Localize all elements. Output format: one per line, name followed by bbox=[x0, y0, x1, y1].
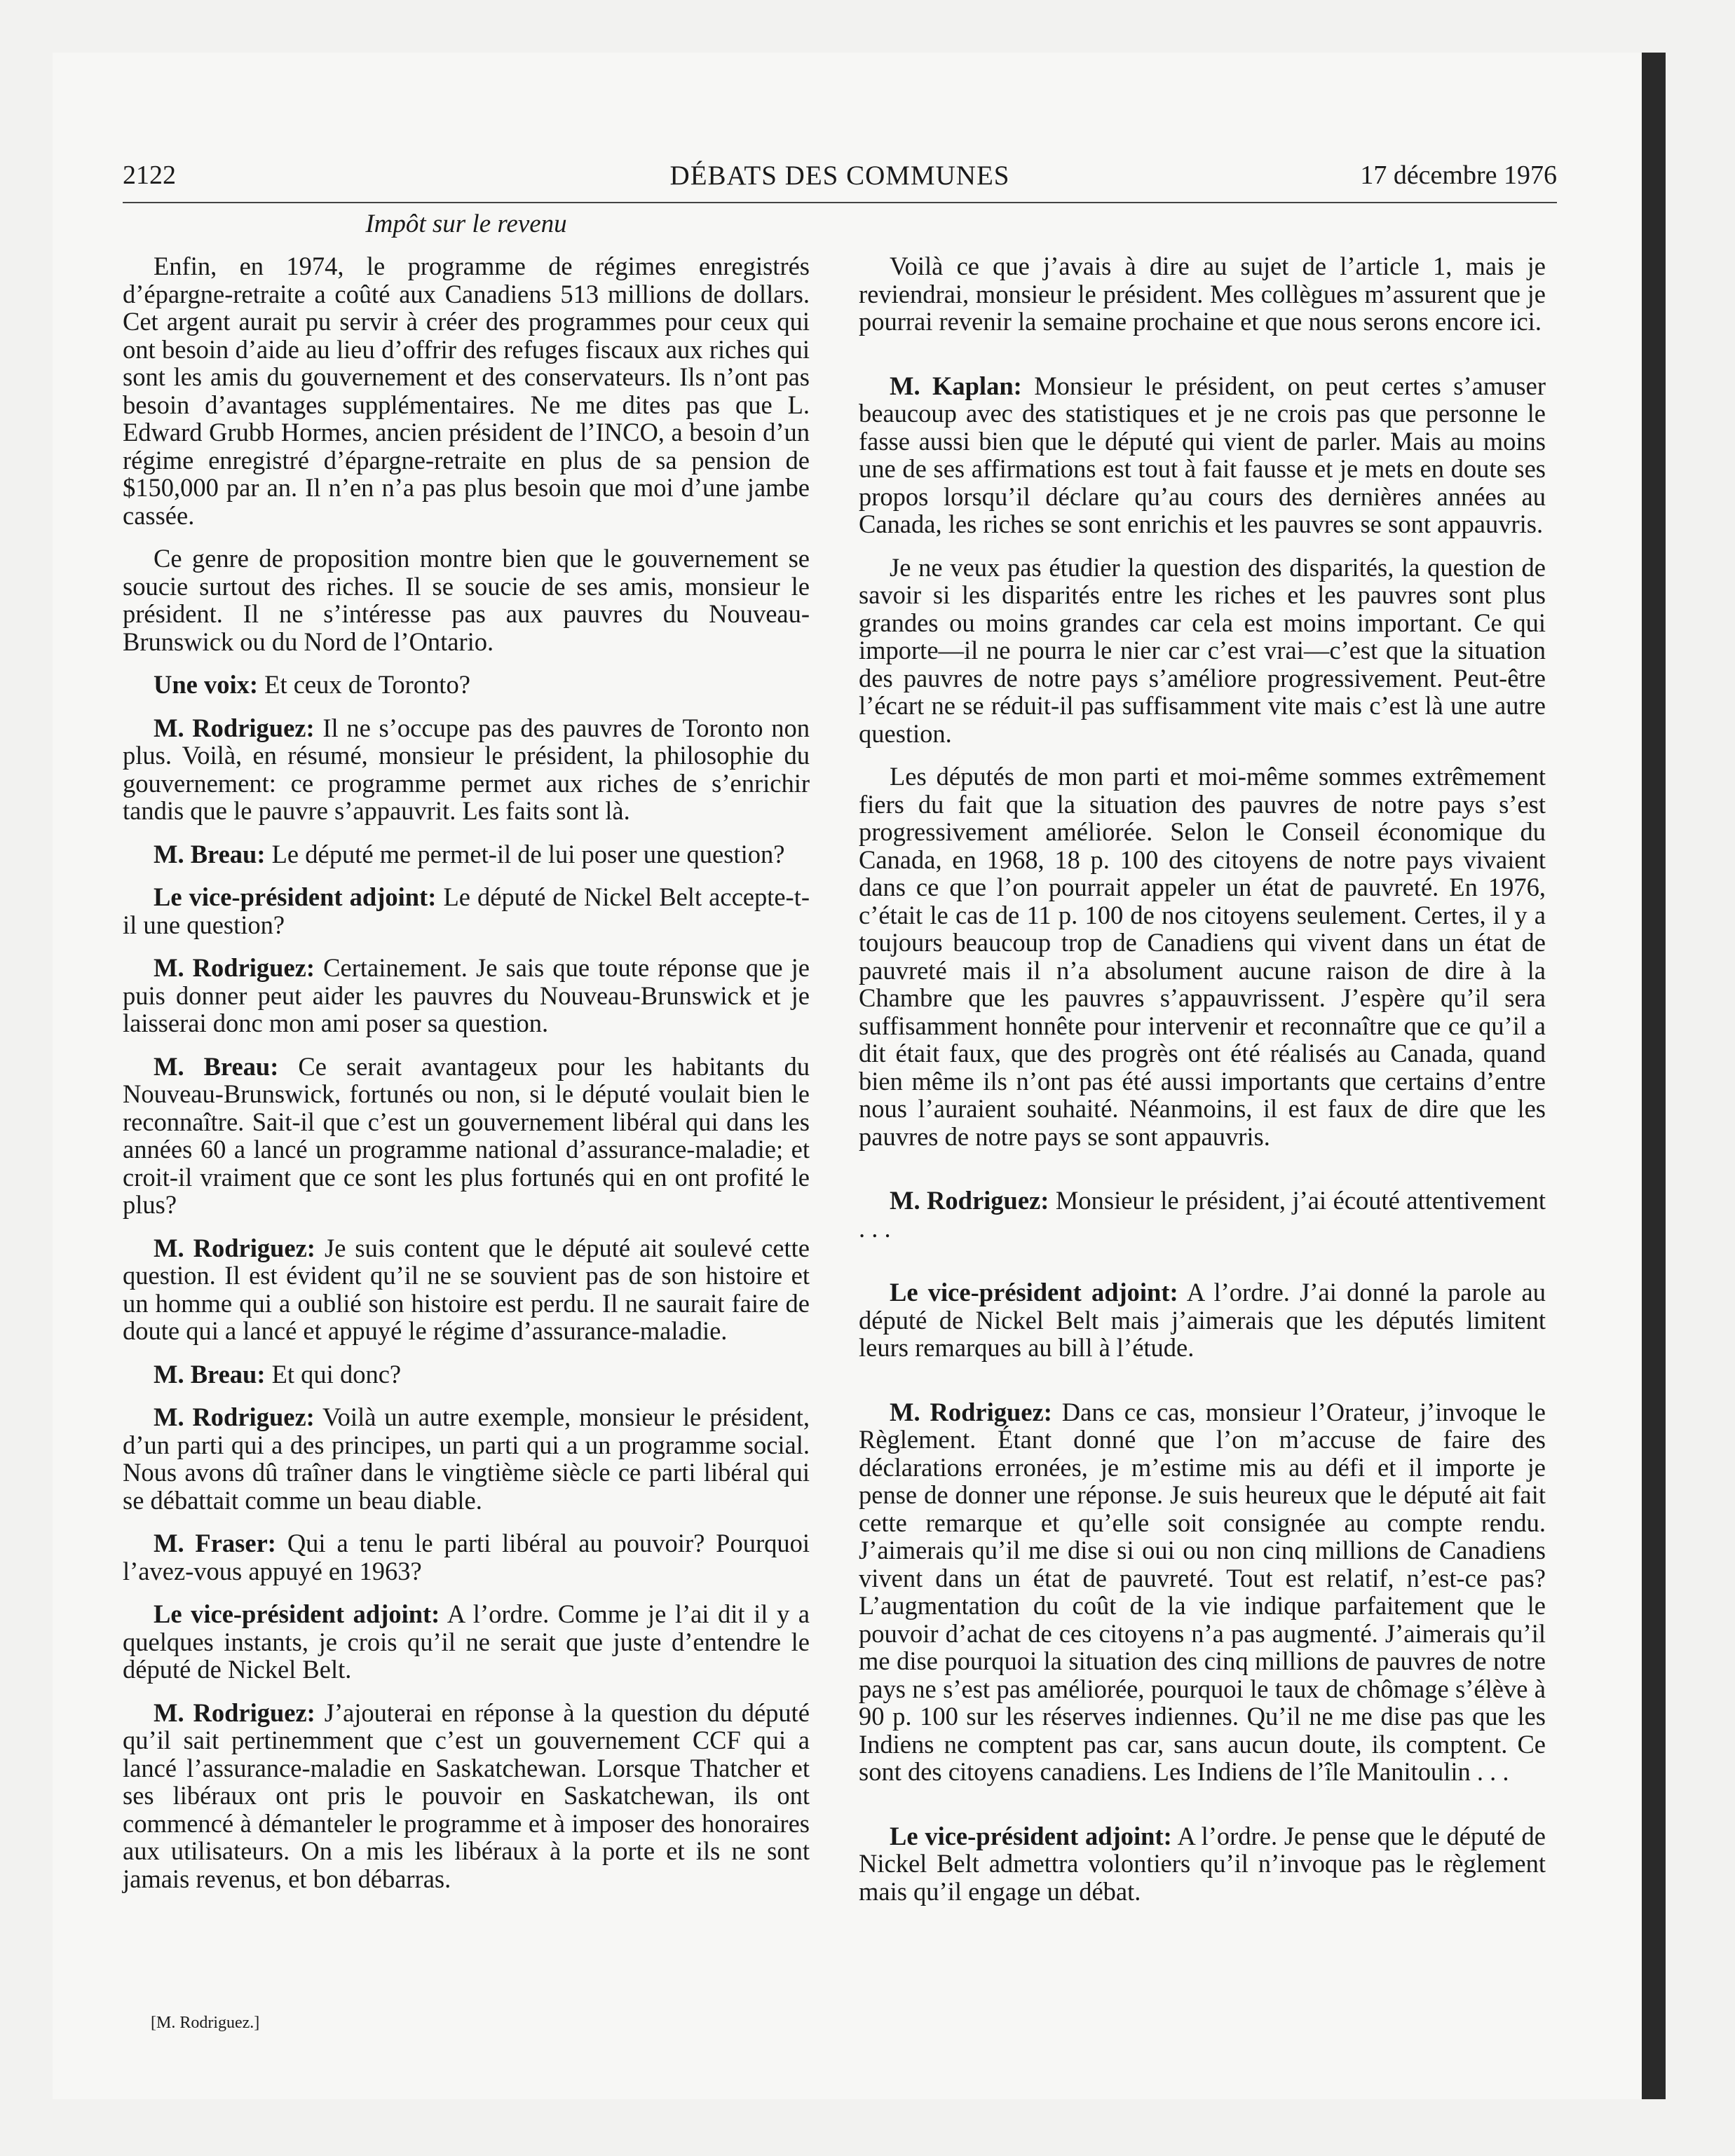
speaker-name: M. Rodriguez: bbox=[154, 953, 315, 982]
paragraph bbox=[123, 545, 810, 655]
paragraph-text: Certainement. Je sais que toute réponse que je puis donner peut aider les pauvres du Nouveau-Brunswick et je laisserai donc mon ami poser sa question. bbox=[123, 953, 810, 1037]
paragraph bbox=[859, 1398, 1546, 1786]
paragraph bbox=[859, 763, 1546, 1150]
speaker-name: M. Breau: bbox=[154, 1359, 266, 1389]
footer-note: [M. Rodriguez.] bbox=[151, 2014, 260, 2032]
paragraph bbox=[123, 1699, 810, 1893]
page-date: 17 décembre 1976 bbox=[1360, 161, 1557, 190]
paragraph bbox=[859, 554, 1546, 748]
paragraph-text: Qui a tenu le parti libéral au pouvoir? Pourquoi l’avez-vous appuyé en 1963? bbox=[123, 1529, 810, 1585]
paragraph-text: Ce serait avantageux pour les habitants du Nouveau-Brunswick, fortunés ou non, si le député voulait bien le reconnaître. Sait-il que c’est un gouvernement libéral qui dans les années 60 a lancé un programme national d’assurance-maladie; et croit-il vraiment que ce sont les plus fortunés qui en ont profité le plus? bbox=[123, 1051, 810, 1219]
paragraph bbox=[123, 714, 810, 825]
paragraph-text: Monsieur le président, on peut certes s’amuser beaucoup avec des statistiques et je ne crois pas que personne le fasse aussi bien que le député qui vient de parler. Mais au moins une de ses affirmations est tout à fait fausse et je mets en doute ses propos lorsqu’il déclare qu’au cours des dernières années au Canada, les riches se sont enrichis et les pauvres se sont appauvris. bbox=[859, 371, 1546, 538]
paragraph bbox=[859, 372, 1546, 538]
paragraph-text: Voilà ce que j’avais à dire au sujet de l’article 1, mais je reviendrai, monsieur le président. Mes collègues m’assurent que je pourrai revenir la semaine prochaine et que nous serons encore ici. bbox=[859, 252, 1546, 336]
paragraph bbox=[123, 252, 810, 529]
paragraph-text: Enfin, en 1974, le programme de régimes enregistrés d’épargne-retraite a coûté aux Canadiens 513 millions de dollars. Cet argent aurait pu servir à créer des programmes pour ceux qui ont besoin d’aide au lieu d’offrir des refuges fiscaux aux riches qui sont les amis du gouvernement et des conservateurs. Ils n’ont pas besoin d’avantages supplémentaires. Ne me dites pas que L. Edward Grubb Hormes, ancien président de l’INCO, a besoin d’un régime enregistré d’épargne-retraite en plus de sa pension de $150,000 par an. Il n’en n’a pas plus besoin que moi d’une jambe cassée. bbox=[123, 252, 810, 530]
speaker-name: M. Fraser: bbox=[154, 1529, 276, 1557]
speaker-name: M. Breau: bbox=[154, 1051, 279, 1081]
paragraph bbox=[123, 1360, 810, 1389]
speaker-name: M. Rodriguez: bbox=[890, 1397, 1052, 1426]
paragraph-text: Je suis content que le député ait soulevé cette question. Il est évident qu’il ne se souvient pas de son histoire et un homme qui a oublié son histoire est perdu. Il ne saurait faire de doute qui a lancé et appuyé le régime d’assurance-maladie. bbox=[123, 1233, 810, 1345]
paragraph-text: A l’ordre. J’ai donné la parole au député de Nickel Belt mais j’aimerais que les députés limitent leurs remarques au bill à l’étude. bbox=[859, 1278, 1546, 1362]
section-title: Impôt sur le revenu bbox=[365, 210, 567, 238]
speaker-name: Le vice-président adjoint: bbox=[890, 1821, 1172, 1850]
speaker-name: M. Rodriguez: bbox=[154, 1698, 315, 1727]
page-header bbox=[123, 160, 1557, 203]
paragraph bbox=[859, 1822, 1546, 1906]
speaker-name: M. Rodriguez: bbox=[154, 1403, 315, 1431]
paragraph-text: Et qui donc? bbox=[271, 1359, 402, 1389]
paragraph bbox=[123, 1234, 810, 1345]
paragraph-text: Et ceux de Toronto? bbox=[264, 670, 470, 699]
left-column bbox=[123, 209, 810, 1908]
paragraph bbox=[123, 1403, 810, 1514]
paragraph bbox=[859, 1187, 1546, 1242]
speaker-name: Une voix: bbox=[154, 670, 259, 699]
paragraph bbox=[123, 954, 810, 1037]
page-title: DÉBATS DES COMMUNES bbox=[669, 161, 1010, 191]
paragraph-text: Voilà un autre exemple, monsieur le président, d’un parti qui a des principes, un parti qui a un programme social. Nous avons dû traîner dans le vingtième siècle ce parti libéral qui se débattait comme un beau diable. bbox=[123, 1403, 810, 1515]
speaker-name: Le vice-président adjoint: bbox=[154, 882, 437, 911]
paragraph-text: Monsieur le président, j’ai écouté attentivement . . . bbox=[859, 1186, 1546, 1243]
paragraph-text: Dans ce cas, monsieur l’Orateur, j’invoque le Règlement. Étant donné que l’on m’accuse de faire des déclarations erronées, je m’estime mis au défi et il importe je pense de donner une réponse. Je suis heureux que le député ait fait cette remarque et qu’elle soit consignée au compte rendu. J’aimerais qu’il me dise si oui ou non cinq millions de Canadiens vivent dans un état de pauvreté. Tout est relatif, n’est-ce pas? L’augmentation du coût de la vie indique parfaitement que le pouvoir d’achat de ces citoyens n’a pas augmenté. J’aimerais qu’il me dise pourquoi la situation des cinq millions de pauvres de notre pays ne s’est pas améliorée, pourquoi le taux de chômage s’élève à 90 p. 100 sur les réserves indiennes. Qu’il ne me dise pas que les Indiens ne comptent pas car, sans aucun doute, ils comptent. Ce sont des citoyens canadiens. Les Indiens de l’île Manitoulin . . . bbox=[859, 1397, 1546, 1786]
speaker-name: M. Rodriguez: bbox=[154, 1233, 315, 1262]
paragraph-text: A l’ordre. Je pense que le député de Nickel Belt admettra volontiers qu’il n’invoque pas le règlement mais qu’il engage un débat. bbox=[859, 1821, 1546, 1906]
paragraph bbox=[123, 1053, 810, 1219]
scan-edge bbox=[1642, 53, 1666, 2099]
paragraph bbox=[123, 1600, 810, 1684]
paragraph-text: Le député de Nickel Belt accepte-t-il une question? bbox=[123, 882, 810, 939]
paragraph bbox=[123, 1529, 810, 1585]
speaker-name: M. Kaplan: bbox=[890, 371, 1022, 400]
speaker-name: M. Breau: bbox=[154, 839, 266, 868]
paragraph bbox=[123, 840, 810, 868]
paragraph-text: Ce genre de proposition montre bien que le gouvernement se soucie surtout des riches. Il se soucie de ses amis, monsieur le président. Il ne s’intéresse pas aux pauvres du Nouveau-Brunswick ou du Nord de l’Ontario. bbox=[123, 544, 810, 656]
paragraph-text: Le député me permet-il de lui poser une question? bbox=[271, 839, 785, 868]
page-number: 2122 bbox=[123, 161, 176, 190]
paragraph bbox=[123, 883, 810, 939]
paragraph-text: Les députés de mon parti et moi-même sommes extrêmement fiers du fait que la situation des pauvres de notre pays s’est progressivement améliorée. Selon le Conseil économique du Canada, en 1968, 18 p. 100 des citoyens de notre pays vivaient dans ce que l’on pourrait appeler un état de pauvreté. En 1976, c’était le cas de 11 p. 100 de nos citoyens seulement. Certes, il y a toujours beaucoup trop de Canadiens qui vivent dans un état de pauvreté mais il n’a absolument aucune raison de dire à la Chambre que les pauvres s’appauvrissent. J’espère qu’il sera suffisamment honnête pour intervenir et reconnaître que ce qu’il a dit était faux, que des progrès ont été réalisés au Canada, quand bien même ils n’ont pas été aussi importants que certains d’entre nous l’auraient souhaité. Néanmoins, il est faux de dire que les pauvres de notre pays se sont appauvris. bbox=[859, 762, 1546, 1151]
paragraph bbox=[859, 252, 1546, 336]
speaker-name: M. Rodriguez: bbox=[154, 713, 315, 742]
speaker-name: M. Rodriguez: bbox=[890, 1186, 1049, 1215]
paragraph bbox=[859, 1278, 1546, 1362]
paragraph-text: Il ne s’occupe pas des pauvres de Toronto non plus. Voilà, en résumé, monsieur le président, la philosophie du gouvernement: ce programme permet aux riches de s’enrichir tandis que le pauvre s’appauvrit. Les faits sont là. bbox=[123, 713, 810, 825]
paragraph-text: J’ajouterai en réponse à la question du député qu’il sait pertinemment que c’est un gouvernement CCF qui a lancé l’assurance-maladie en Saskatchewan. Lorsque Thatcher et ses libéraux ont pris le pouvoir en Saskatchewan, ils ont commencé à démanteler le programme et à imposer des honoraires aux utilisateurs. On a mis les libéraux à la porte et ils ne sont jamais revenus, et bon débarras. bbox=[123, 1698, 810, 1893]
paragraph-text: Je ne veux pas étudier la question des disparités, la question de savoir si les disparités entre les riches et les pauvres sont plus grandes ou moins grandes car cela est moins important. Ce qui importe—il ne pourra le nier car c’est vrai—c’est que la situation des pauvres de notre pays s’améliore progressivement. Peut-être l’écart ne se réduit-il pas suffisamment vite mais c’est là une autre question. bbox=[859, 552, 1546, 748]
paragraph bbox=[123, 671, 810, 699]
speaker-name: Le vice-président adjoint: bbox=[154, 1599, 440, 1628]
right-column bbox=[859, 209, 1546, 1920]
speaker-name: Le vice-président adjoint: bbox=[890, 1278, 1178, 1306]
paragraph-text: A l’ordre. Comme je l’ai dit il y a quelques instants, je crois qu’il ne serait que juste d’entendre le député de Nickel Belt. bbox=[123, 1599, 810, 1684]
